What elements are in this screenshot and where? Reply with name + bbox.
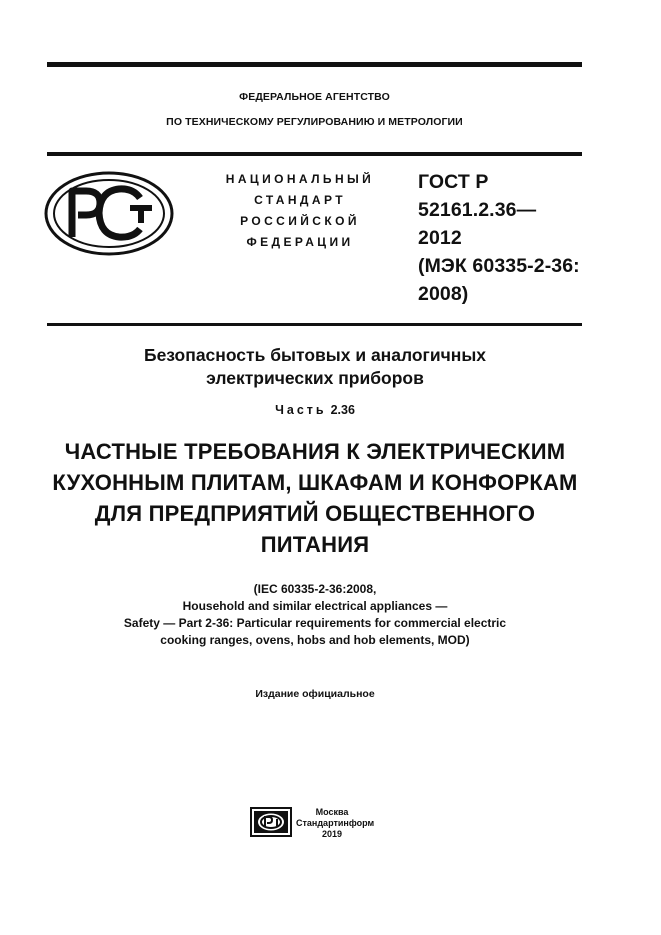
gost-line-2: 52161.2.36— [418,199,537,221]
national-standard-label [200,169,400,253]
block-rule [47,323,582,326]
national-line-1: НАЦИОНАЛЬНЫЙ [225,172,375,186]
part-word: Часть [275,403,327,417]
gost-line-1: ГОСТ Р [418,171,489,193]
standartinform-logo [250,807,292,837]
part-number: 2.36 [330,403,355,417]
rst-logo-icon [44,171,174,256]
gost-line-5: 2008) [418,283,469,305]
iec-line-4: cooking ranges, ovens, hobs and hob elements, MOD) [160,633,470,647]
main-title-line-1: ЧАСТНЫЕ ТРЕБОВАНИЯ К ЭЛЕКТРИЧЕСКИМ [64,439,566,464]
standartinform-logo-icon [250,807,292,837]
publisher-year: 2019 [321,829,343,839]
publisher-city: Москва [315,807,349,817]
agency-line-2: ПО ТЕХНИЧЕСКОМУ РЕГУЛИРОВАНИЮ И МЕТРОЛОГИИ [166,116,463,128]
main-title [20,436,610,560]
header-rule [47,152,582,156]
part-label [30,403,600,417]
top-rule [47,62,582,67]
gost-designation [418,168,580,308]
national-line-2: СТАНДАРТ [254,193,346,207]
national-line-4: ФЕДЕРАЦИИ [246,235,354,249]
publisher-name: Стандартинформ [296,818,375,828]
main-title-line-3: ДЛЯ ПРЕДПРИЯТИЙ ОБЩЕСТВЕННОГО [94,501,536,526]
edition-label: Издание официальное [255,688,375,700]
main-title-line-2: КУХОННЫМ ПЛИТАМ, ШКАФАМ И КОНФОРКАМ [52,470,578,495]
national-line-3: РОССИЙСКОЙ [240,214,360,228]
rst-logo [44,171,174,256]
iec-line-1: (IEC 60335-2-36:2008, [253,582,377,596]
main-title-line-4: ПИТАНИЯ [260,532,370,557]
iec-reference [30,581,600,649]
agency-line-1: ФЕДЕРАЛЬНОЕ АГЕНТСТВО [239,91,390,103]
publisher-info [296,807,375,840]
subtitle-line-2: электрических приборов [206,368,424,388]
document-subtitle [30,344,600,390]
iec-line-3: Safety — Part 2-36: Particular requirements for commercial electric [123,616,507,630]
subtitle-line-1: Безопасность бытовых и аналогичных [143,345,487,365]
gost-line-3: 2012 [418,227,462,249]
gost-line-4: (МЭК 60335-2-36: [418,255,580,277]
iec-line-2: Household and similar electrical appliances — [182,599,448,613]
